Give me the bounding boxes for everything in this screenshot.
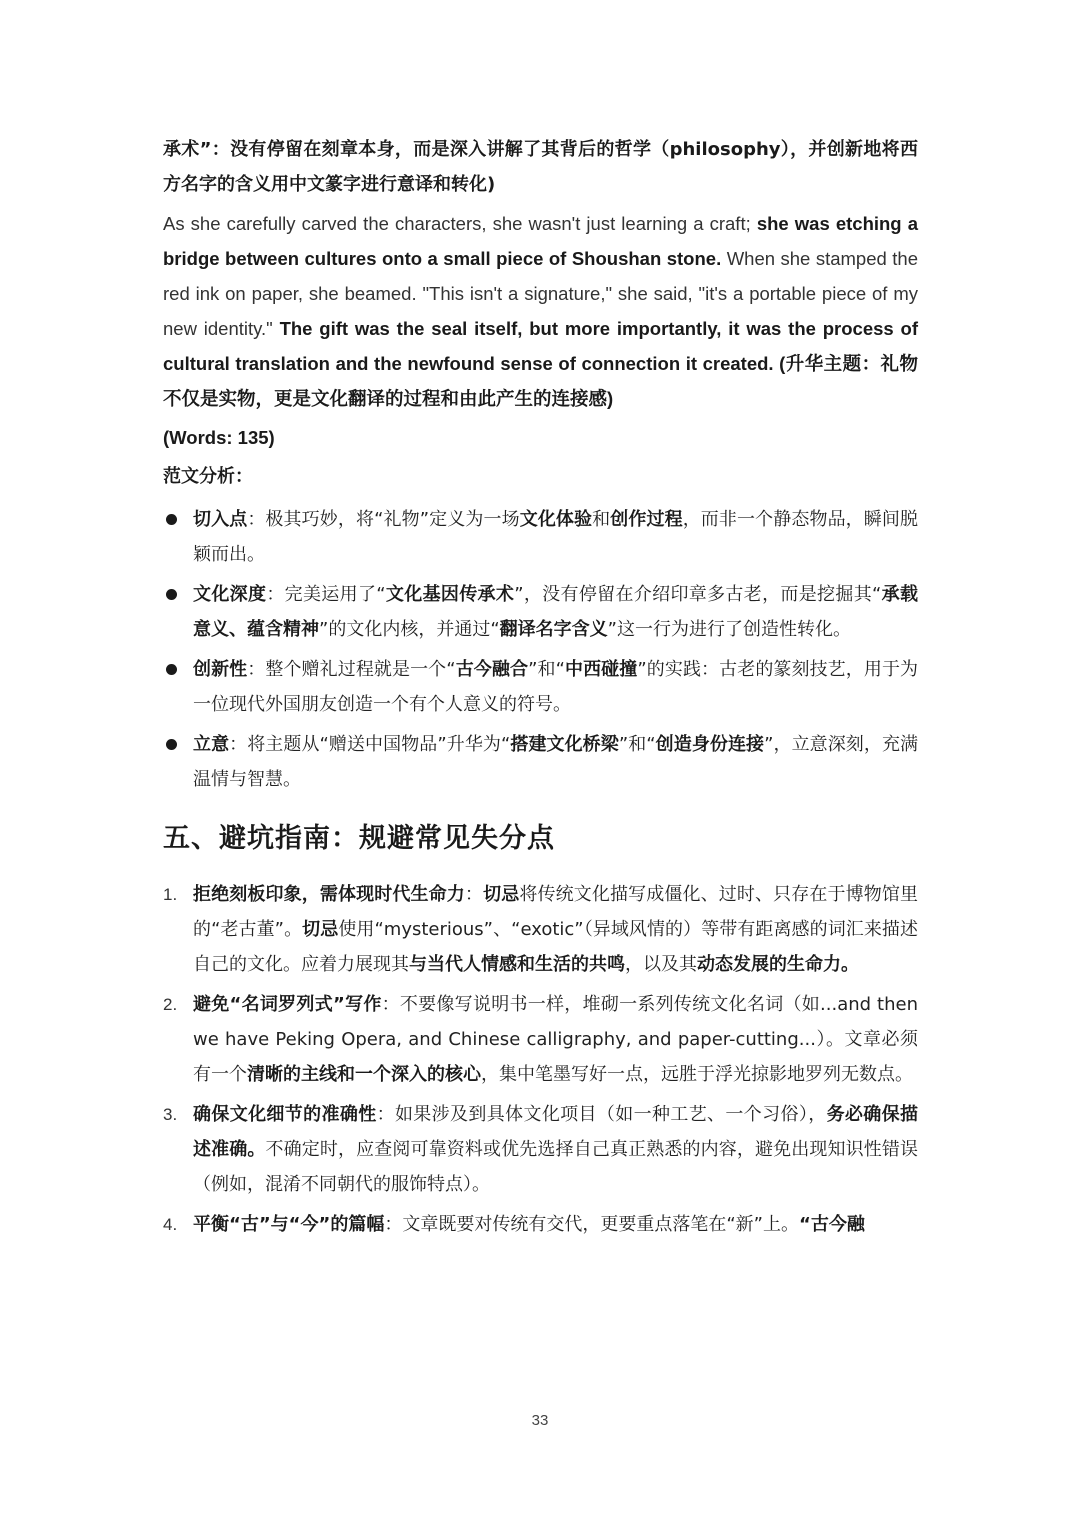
- analysis-item-bold: 承载意义、蕴含精神: [193, 584, 919, 640]
- bullet-icon: [166, 739, 177, 750]
- analysis-item-text: ”的文化内核，并通过“: [319, 619, 500, 640]
- tip-bold: 动态发展的生命力。: [697, 954, 859, 975]
- tip-text: 使用“mysterious”、“exotic”（异域风情的）等带有距离感的词汇来描述自己的文化。应着力展现其: [193, 919, 918, 975]
- analysis-item-text: ”，立意深刻，充满温情与智慧。: [193, 734, 919, 790]
- analysis-item-bold: 古今融合: [455, 659, 529, 680]
- analysis-item-entry-point: [163, 502, 918, 572]
- section-heading: 五、避坑指南：规避常见失分点: [163, 823, 555, 854]
- tip-number: 2.: [163, 995, 178, 1014]
- tip-text: 不确定时，应查阅可靠资料或优先选择自己真正熟悉的内容，避免出现知识性错误（例如，混淆不同朝代的服饰特点）。: [193, 1139, 918, 1195]
- tip-text: ，以及其: [625, 954, 697, 975]
- tip-label: 平衡“古”与“今”的篇幅: [193, 1214, 385, 1235]
- analysis-label: 范文分析：: [163, 466, 253, 487]
- tip-label: 避免“名词罗列式”写作: [193, 994, 382, 1015]
- tip-text: 将传统文化描写成僵化、过时、只存在于博物馆里的“老古董”。: [193, 884, 919, 940]
- analysis-item-text: ：极其巧妙，将“礼物”定义为一场: [247, 509, 520, 530]
- tip-number: 3.: [163, 1105, 178, 1124]
- analysis-item-text: ：完美运用了“: [266, 584, 386, 605]
- analysis-item-text: ”这一行为进行了创造性转化。: [607, 619, 851, 640]
- intro-chinese-note-text: 承术”：没有停留在刻章本身，而是深入讲解了其背后的哲学（philosophy），并创新地将西方名字的含义用中文篆字进行意译和转化): [163, 139, 918, 195]
- tip-bold: “古今融: [798, 1214, 865, 1235]
- essay-text-3: When she stamped the red ink on paper, she beamed. "This isn't a signature," she said, "it's a portable piece of my new identity.": [163, 248, 918, 339]
- essay-text-4-bold: The gift was the seal itself, but more importantly, it was the process of cultural translation and the newfound sense of connection it created. (升华主题：礼物不仅是实物，更是文化翻译的过程和由此产生的连接感): [163, 318, 918, 409]
- tip-bold: 切忌: [483, 884, 520, 905]
- analysis-item-label: 文化深度: [193, 584, 267, 605]
- analysis-item-bold: 文化基因传承术: [385, 584, 515, 605]
- analysis-item-label: 切入点: [193, 509, 248, 530]
- sample-essay-paragraph: [163, 206, 918, 416]
- tip-text: ：如果涉及到具体文化项目（如一种工艺、一个习俗），: [376, 1104, 827, 1125]
- analysis-item-bold: 创作过程: [610, 509, 683, 530]
- analysis-item-text: ”和“: [528, 659, 565, 680]
- analysis-list: [163, 502, 918, 797]
- analysis-item-label: 创新性: [193, 659, 248, 680]
- tips-list: [163, 877, 918, 1242]
- tip-text: ：文章既要对传统有交代，更要重点落笔在“新”上。: [384, 1214, 799, 1235]
- tip-item-stereotype: [163, 877, 918, 982]
- analysis-item-theme: [163, 727, 918, 797]
- analysis-item-bold: 文化体验: [519, 509, 593, 530]
- analysis-item-text: ：整个赠礼过程就是一个“: [247, 659, 456, 680]
- analysis-item-cultural-depth: [163, 577, 918, 647]
- analysis-item-bold: 翻译名字含义: [499, 619, 608, 640]
- analysis-item-text: ”，没有停留在介绍印章多古老，而是挖掘其“: [514, 584, 882, 605]
- tip-label: 确保文化细节的准确性: [193, 1104, 377, 1125]
- tip-bold: 务必确保描述准确。: [193, 1104, 919, 1160]
- page-number: 33: [531, 1412, 549, 1429]
- bullet-icon: [166, 664, 177, 675]
- analysis-item-innovation: [163, 652, 918, 722]
- tip-number: 4.: [163, 1215, 178, 1234]
- analysis-item-bold: 创造身份连接: [655, 734, 765, 755]
- tip-bold: 与当代人情感和生活的共鸣: [409, 954, 625, 975]
- tip-item-balance: [163, 1207, 918, 1242]
- analysis-item-bold: 搭建文化桥梁: [510, 734, 619, 755]
- tip-text: ：: [464, 884, 484, 905]
- bullet-icon: [166, 514, 177, 525]
- analysis-item-bold: 中西碰撞: [564, 659, 638, 680]
- analysis-item-text: ”的实践：古老的篆刻技艺，用于为一位现代外国朋友创造一个有个人意义的符号。: [193, 659, 919, 715]
- word-count: (Words: 135): [163, 427, 275, 448]
- tip-item-accuracy: [163, 1097, 918, 1202]
- tip-text: ：不要像写说明书一样，堆砌一系列传统文化名词（如...and then we have Peking Opera, and Chinese calligraphy, and paper-cutting...）。文章必须有一个: [193, 994, 918, 1085]
- tip-item-noun-list: [163, 987, 918, 1092]
- intro-chinese-note: [163, 132, 918, 202]
- analysis-item-text: ：将主题从“赠送中国物品”升华为“: [229, 734, 511, 755]
- analysis-item-text: 和: [592, 509, 611, 530]
- analysis-item-label: 立意: [193, 734, 230, 755]
- tip-number: 1.: [163, 885, 178, 904]
- tip-label: 拒绝刻板印象，需体现时代生命力: [193, 884, 465, 905]
- essay-text-1: As she carefully carved the characters, she wasn't just learning a craft;: [163, 213, 757, 234]
- tip-bold: 清晰的主线和一个深入的核心: [247, 1064, 481, 1085]
- analysis-item-text: ”和“: [618, 734, 656, 755]
- tip-text: ，集中笔墨写好一点，远胜于浮光掠影地罗列无数点。: [481, 1064, 913, 1085]
- analysis-item-text: ，而非一个静态物品，瞬间脱颖而出。: [193, 509, 919, 565]
- document-page: [163, 132, 918, 1247]
- essay-text-2-bold: she was etching a bridge between cultures onto a small piece of Shoushan stone.: [163, 213, 918, 269]
- tip-bold: 切忌: [302, 919, 339, 940]
- bullet-icon: [166, 589, 177, 600]
